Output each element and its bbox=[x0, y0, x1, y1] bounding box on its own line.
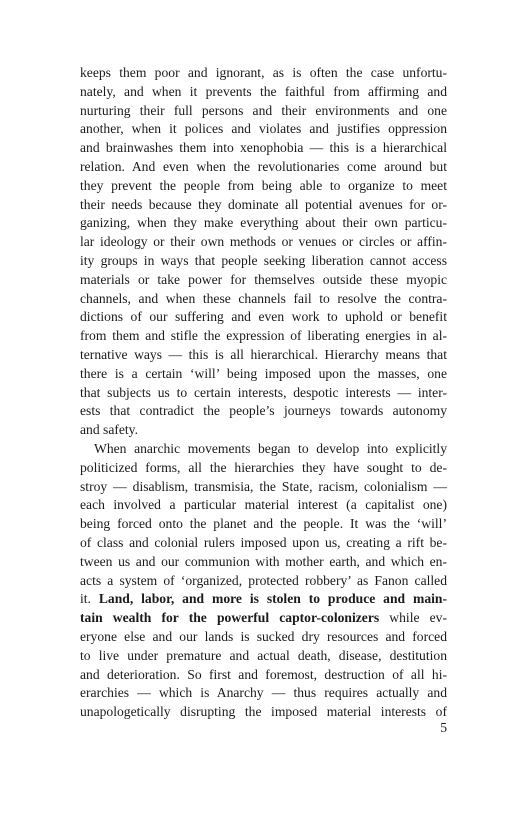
text-line: there is a certain ‘will’ being imposed upon the masses, one bbox=[80, 365, 447, 381]
text-line: materials or take power for themselves outside these myopic bbox=[80, 271, 447, 287]
text-line: ity groups in ways that people seeking liberation cannot access bbox=[80, 252, 447, 268]
text-line: stroy — disablism, transmisia, the State, racism, colonialism — bbox=[80, 478, 447, 494]
text-line: dictions of our suffering and even work to uphold or benefit bbox=[80, 309, 447, 325]
text-line: being forced onto the planet and the people. It was the ‘will’ bbox=[80, 516, 447, 532]
text-line: politicized forms, all the hierarchies they have sought to de- bbox=[80, 459, 447, 475]
text-line: ests that contradict the people’s journeys towards autonomy bbox=[80, 403, 447, 419]
text-line bbox=[80, 590, 447, 609]
paragraph-start-line: When anarchic movements began to develop into explicitly bbox=[94, 440, 447, 456]
text-line bbox=[80, 609, 447, 628]
text-line: nurturing their full persons and their environments and one bbox=[80, 102, 447, 118]
text-line: each involved a particular material interest (a capitalist one) bbox=[80, 497, 447, 513]
text-line: channels, and when these channels fail to resolve the contra- bbox=[80, 290, 447, 306]
text-line: relation. And even when the revolutionaries come around but bbox=[80, 158, 447, 174]
text-line: they prevent the people from being able to organize to meet bbox=[80, 177, 447, 193]
bold-emphasis: Land, labor, and more is stolen to produce and main- bbox=[98, 591, 447, 607]
text-line: eryone else and our lands is sucked dry resources and forced bbox=[80, 628, 447, 644]
text-line: lar ideology or their own methods or venues or circles or affin- bbox=[80, 234, 447, 250]
text-line: of class and colonial rulers imposed upon us, creating a rift be- bbox=[80, 534, 447, 550]
text-line: to live under premature and actual death, disease, destitution bbox=[80, 647, 447, 663]
text-fragment: while ev- bbox=[379, 610, 448, 626]
text-line: unapologetically disrupting the imposed material interests of bbox=[80, 704, 447, 720]
text-line: ganizing, when they make everything about their own particu- bbox=[80, 215, 447, 231]
text-line: that subjects us to certain interests, despotic interests — inter- bbox=[80, 384, 447, 400]
text-line: and safety. bbox=[80, 422, 138, 438]
text-fragment: it. bbox=[80, 591, 99, 607]
text-line: acts a system of ‘organized, protected robbery’ as Fanon called bbox=[80, 572, 447, 588]
document-body bbox=[80, 64, 447, 722]
text-line: ternative ways — this is all hierarchical. Hierarchy means that bbox=[80, 346, 447, 362]
text-line: tween us and our communion with mother earth, and which en- bbox=[80, 553, 447, 569]
page-number: 5 bbox=[440, 720, 447, 735]
text-line: erarchies — which is Anarchy — thus requires actually and bbox=[80, 685, 447, 701]
bold-emphasis: tain wealth for the powerful captor-colonizers bbox=[80, 610, 380, 626]
text-line: keeps them poor and ignorant, as is often the case unfortu- bbox=[80, 65, 447, 80]
text-line: another, when it polices and violates and justifies oppression bbox=[80, 121, 447, 137]
text-line: and brainwashes them into xenophobia — this is a hierarchical bbox=[80, 140, 447, 156]
text-line: and deterioration. So first and foremost, destruction of all hi- bbox=[80, 666, 447, 682]
text-line: nately, and when it prevents the faithful from affirming and bbox=[80, 83, 447, 99]
text-line: from them and stifle the expression of liberating energies in al- bbox=[80, 328, 447, 344]
text-line: their needs because they dominate all potential avenues for or- bbox=[80, 196, 447, 212]
